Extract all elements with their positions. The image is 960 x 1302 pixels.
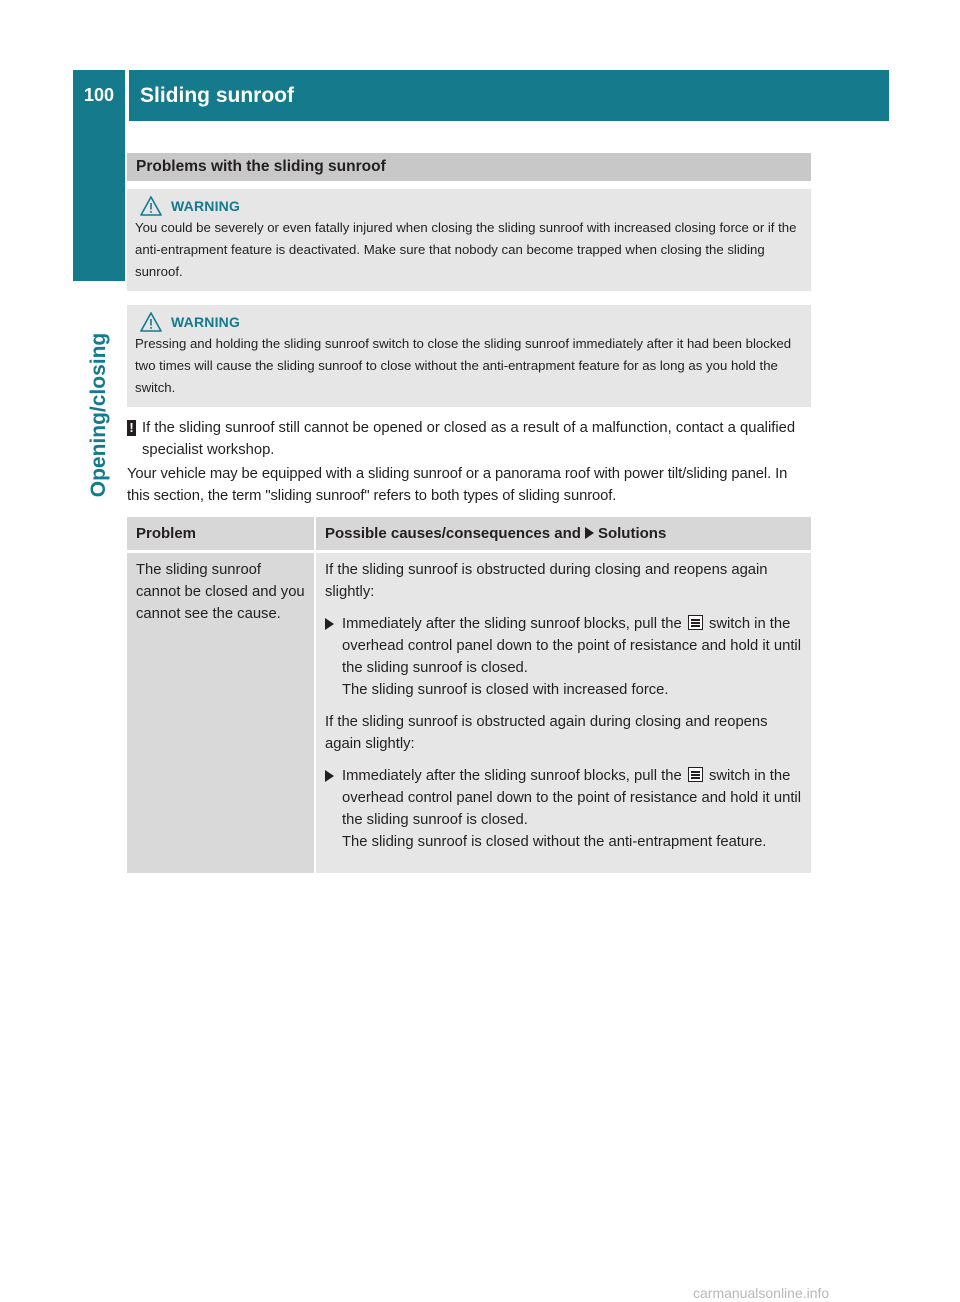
troubleshooting-table xyxy=(127,517,811,873)
exclamation-icon: ! xyxy=(127,420,136,436)
warning-title: WARNING xyxy=(171,198,241,214)
step-arrow-icon xyxy=(325,770,334,782)
solution-step xyxy=(325,765,803,853)
chapter-label: Opening/closing xyxy=(87,332,110,498)
column-header-causes: Possible causes/consequences and xyxy=(325,525,581,542)
sunroof-switch-icon xyxy=(688,615,703,630)
cause-text: If the sliding sunroof is obstructed during closing and reopens again slightly: xyxy=(325,562,768,600)
action-arrow-icon xyxy=(585,527,594,539)
chapter-tab xyxy=(73,121,125,281)
watermark: carmanualsonline.info xyxy=(693,1285,830,1301)
sunroof-switch-icon xyxy=(688,767,703,782)
header-divider xyxy=(125,70,129,121)
section-heading: Problems with the sliding sunroof xyxy=(127,153,811,181)
step-text-continued: switch in the overhead control panel down to the point of resistance and hold it until the sliding sunroof is closed. xyxy=(342,768,802,828)
step-result: The sliding sunroof is closed without the anti-entrapment feature. xyxy=(342,834,767,850)
solution-cell xyxy=(314,553,811,873)
solution-step xyxy=(325,613,803,701)
step-result: The sliding sunroof is closed with increased force. xyxy=(342,682,669,698)
warning-header xyxy=(135,311,803,333)
cause-text: If the sliding sunroof is obstructed again during closing and reopens again slightly: xyxy=(325,714,768,752)
table-row xyxy=(127,553,811,873)
warning-text: Pressing and holding the sliding sunroof switch to close the sliding sunroof immediately after it had been blocked two times will cause the sliding sunroof to close without the anti-entrapment feature for as long as you hold the switch. xyxy=(135,336,792,395)
page-number: 100 xyxy=(83,85,115,105)
warning-text: You could be severely or even fatally injured when closing the sliding sunroof with increased closing force or if the anti-entrapment feature is deactivated. Make sure that nobody can become trapped when closing the sliding sunroof. xyxy=(135,220,797,279)
warning-triangle-icon xyxy=(140,196,162,216)
column-header-solutions-label: Solutions xyxy=(597,525,667,542)
intro-paragraph: Your vehicle may be equipped with a sliding sunroof or a panorama roof with power tilt/sliding panel. In this section, the term "sliding sunroof" refers to both types of sliding sunroof. xyxy=(127,466,788,504)
step-text: Immediately after the sliding sunroof blocks, pull the xyxy=(342,616,682,632)
step-arrow-icon xyxy=(325,618,334,630)
page-title: Sliding sunroof xyxy=(140,84,294,107)
problem-cell: The sliding sunroof cannot be closed and you cannot see the cause. xyxy=(127,553,314,873)
table-header xyxy=(127,517,811,550)
warning-box xyxy=(127,305,811,407)
warning-triangle-icon xyxy=(140,312,162,332)
column-header-problem: Problem xyxy=(136,525,197,542)
note xyxy=(127,417,811,461)
note-text: If the sliding sunroof still cannot be opened or closed as a result of a malfunction, contact a qualified specialist workshop. xyxy=(142,420,796,458)
column-header-solutions xyxy=(314,517,811,550)
step-text-continued: switch in the overhead control panel down to the point of resistance and hold it until the sliding sunroof is closed. xyxy=(342,616,802,676)
warning-title: WARNING xyxy=(171,314,241,330)
warning-box xyxy=(127,189,811,291)
warning-header xyxy=(135,195,803,217)
main-content xyxy=(127,153,811,873)
step-text: Immediately after the sliding sunroof blocks, pull the xyxy=(342,768,682,784)
